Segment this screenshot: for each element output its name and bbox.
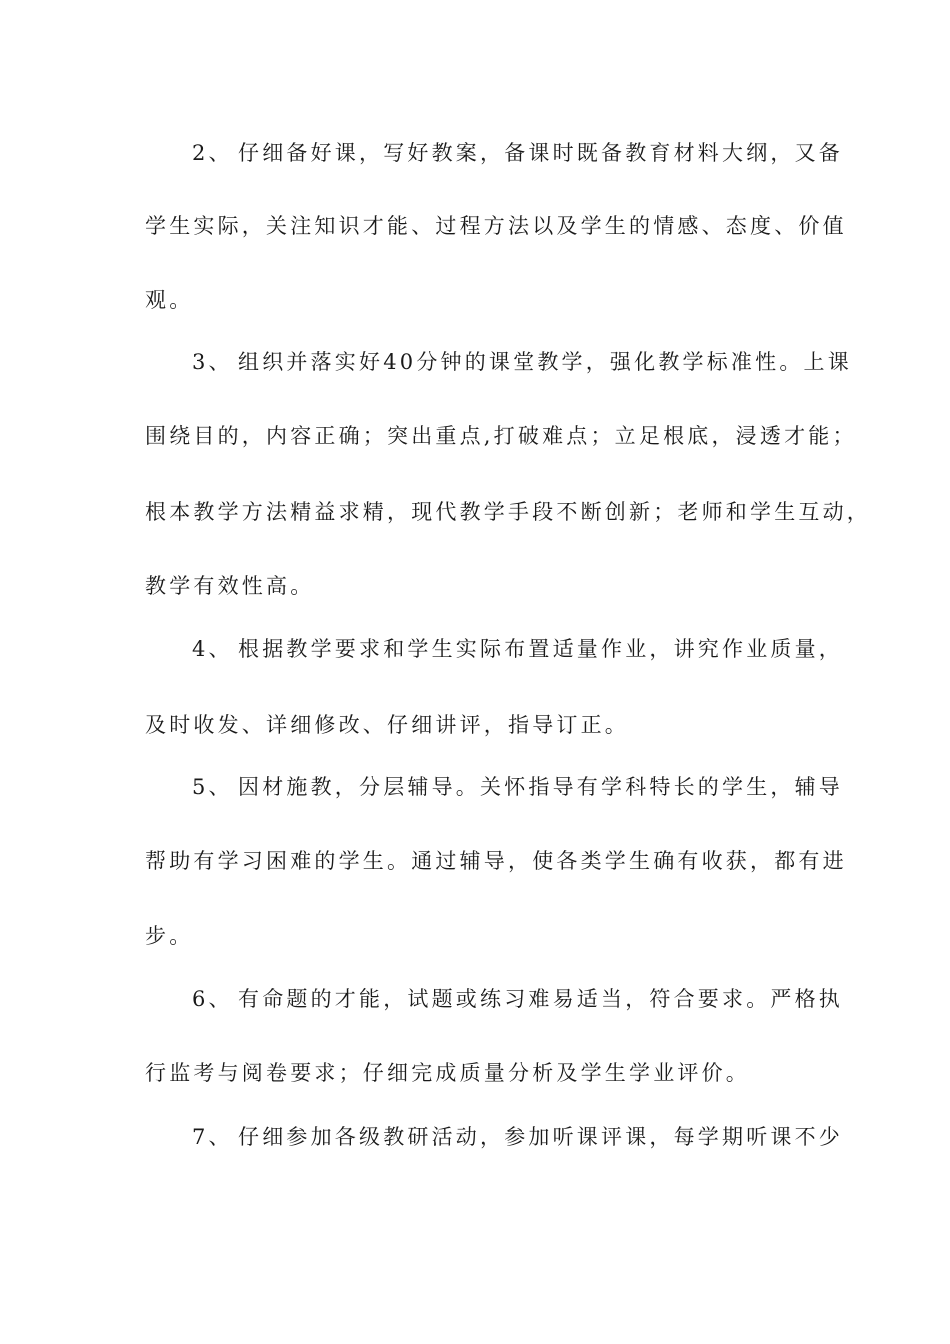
item-3-line-3: 根本教学方法精益求精，现代教学手段不断创新；老师和学生互动， xyxy=(145,500,871,524)
item-6-line-2: 行监考与阅卷要求；仔细完成质量分析及学生学业评价。 xyxy=(145,1061,750,1085)
item-7-text: 仔细参加各级教研活动，参加听课评课，每学期听课不少 xyxy=(238,1125,843,1149)
item-5-number: 5、 xyxy=(192,775,233,799)
item-2-line-3: 观。 xyxy=(145,288,194,312)
item-5-line-3: 步。 xyxy=(145,924,194,948)
item-2-number: 2、 xyxy=(192,141,233,165)
item-5-text: 因材施教，分层辅导。关怀指导有学科特长的学生，辅导 xyxy=(238,775,843,799)
item-3-line-1 xyxy=(192,346,872,378)
item-4-line-1 xyxy=(192,633,872,665)
item-7-line-1 xyxy=(192,1121,872,1153)
item-2-text: 仔细备好课，写好教案，备课时既备教育材料大纲，又备 xyxy=(238,141,843,165)
item-4-number: 4、 xyxy=(192,637,233,661)
item-6-line-1 xyxy=(192,983,872,1015)
item-5-line-2: 帮助有学习困难的学生。通过辅导，使各类学生确有收获，都有进 xyxy=(145,849,847,873)
item-3-line-4: 教学有效性高。 xyxy=(145,574,315,598)
item-6-text: 有命题的才能，试题或练习难易适当，符合要求。严格执 xyxy=(238,987,843,1011)
item-3-text: 组织并落实好40分钟的课堂教学，强化教学标准性。上课 xyxy=(238,350,852,374)
item-3-number: 3、 xyxy=(192,350,233,374)
item-5-line-1 xyxy=(192,771,872,803)
item-4-text: 根据教学要求和学生实际布置适量作业，讲究作业质量， xyxy=(238,637,843,661)
item-2-line-1 xyxy=(192,137,872,169)
item-7-number: 7、 xyxy=(192,1125,233,1149)
item-4-line-2: 及时收发、详细修改、仔细讲评，指导订正。 xyxy=(145,713,629,737)
item-6-number: 6、 xyxy=(192,987,233,1011)
item-3-line-2: 围绕目的，内容正确；突出重点,打破难点；立足根底，浸透才能； xyxy=(145,424,857,448)
item-2-line-2: 学生实际，关注知识才能、过程方法以及学生的情感、态度、价值 xyxy=(145,214,847,238)
